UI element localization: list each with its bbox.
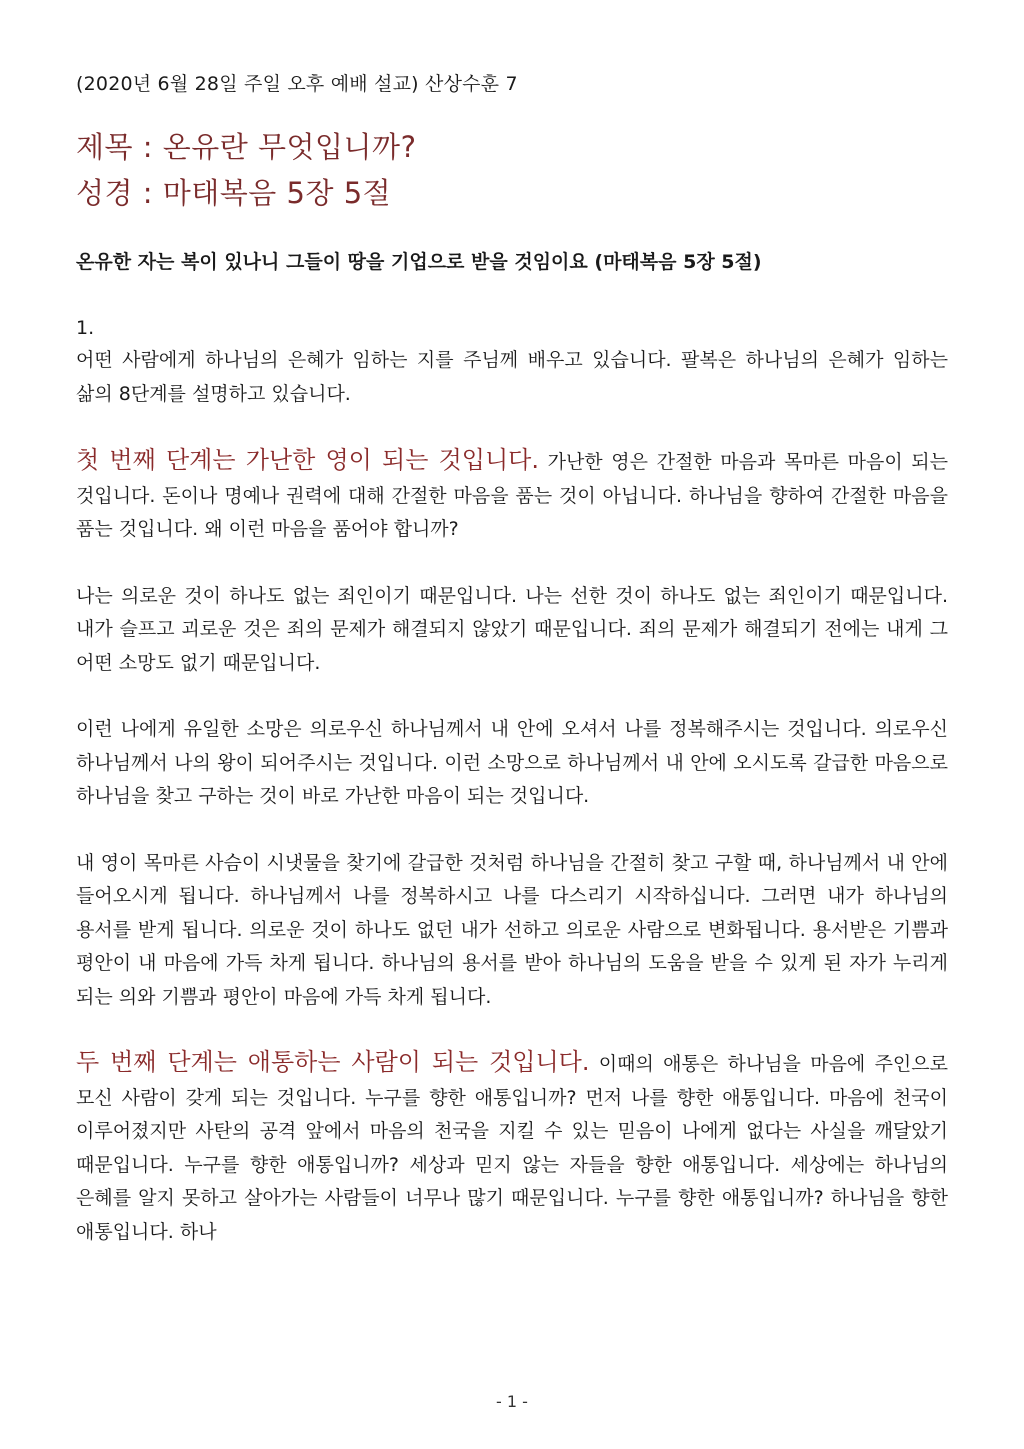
step2-paragraph — [76, 1046, 948, 1249]
step2-body: 이때의 애통은 하나님을 마음에 주인으로 모신 사람이 갖게 되는 것입니다. 누구를 향한 애통입니까? 먼저 나를 향한 애통입니다. 마음에 천국이 이루어졌지만 사탄의 공격 앞에서 마음의 천국을 지킬 수 있는 믿음이 나에게 없다는 사실을 깨달았기 때문입니다. 누구를 향한 애통입니까? 세상과 믿지 않는 자들을 향한 애통입니다. 세상에는 하나님의 은혜를 알지 못하고 살아가는 사람들이 너무나 많기 때문입니다. 누구를 향한 애통입니까? 하나님을 향한 애통입니다. 하나 — [76, 1053, 948, 1243]
paragraph-5: 내 영이 목마른 사슴이 시냇물을 찾기에 갈급한 것처럼 하나님을 간절히 찾고 구할 때, 하나님께서 내 안에 들어오시게 됩니다. 하나님께서 나를 정복하시고 나를 다스리기 시작하십니다. 그러면 내가 하나님의 용서를 받게 됩니다. 의로운 것이 하나도 없던 내가 선하고 의로운 사람으로 변화됩니다. 용서받은 기쁨과 평안이 내 마음에 가득 차게 됩니다. 하나님의 용서를 받아 하나님의 도움을 받을 수 있게 된 자가 누리게 되는 의와 기쁨과 평안이 마음에 가득 차게 됩니다. — [76, 851, 948, 1008]
paragraph-4: 이런 나에게 유일한 소망은 의로우신 하나님께서 내 안에 오셔서 나를 정복해주시는 것입니다. 의로우신 하나님께서 나의 왕이 되어주시는 것입니다. 이런 소망으로 하나님께서 내 안에 오시도록 갈급한 마음으로 하나님을 찾고 구하는 것이 바로 가난한 마음이 되는 것입니다. — [76, 718, 948, 807]
step1-body: 가난한 영은 간절한 마음과 목마른 마음이 되는 것입니다. 돈이나 명예나 권력에 대해 간절한 마음을 품는 것이 아닙니다. 하나님을 향하여 간절한 마음을 품는 것입니다. 왜 이런 마음을 품어야 합니까? — [76, 451, 949, 540]
scripture-reference: 성경 : 마태복음 5장 5절 — [76, 176, 392, 210]
step1-heading: 첫 번째 단계는 가난한 영이 되는 것입니다. — [76, 446, 539, 474]
paragraph-3: 나는 의로운 것이 하나도 없는 죄인이기 때문입니다. 나는 선한 것이 하나도 없는 죄인이기 때문입니다. 내가 슬프고 괴로운 것은 죄의 문제가 해결되지 않았기 때문입니다. 죄의 문제가 해결되기 전에는 내게 그 어떤 소망도 없기 때문입니다. — [76, 584, 948, 674]
intro-paragraph: 어떤 사람에게 하나님의 은혜가 임하는 지를 주님께 배우고 있습니다. 팔복은 하나님의 은혜가 임하는 삶의 8단계를 설명하고 있습니다. — [76, 349, 948, 405]
section-number: 1. — [76, 317, 95, 339]
step2-heading: 두 번째 단계는 애통하는 사람이 되는 것입니다. — [76, 1048, 590, 1076]
sermon-info: (2020년 6월 28일 주일 오후 예배 설교) 산상수훈 7 — [76, 73, 518, 95]
title-block — [76, 124, 948, 216]
key-verse: 온유한 자는 복이 있나니 그들이 땅을 기업으로 받을 것임이요 (마태복음 5장 5절) — [76, 251, 762, 273]
sermon-title: 제목 : 온유란 무엇입니까? — [76, 130, 417, 164]
page-number: - 1 - — [496, 1392, 528, 1411]
document-page — [76, 68, 948, 1282]
step1-paragraph — [76, 444, 948, 547]
